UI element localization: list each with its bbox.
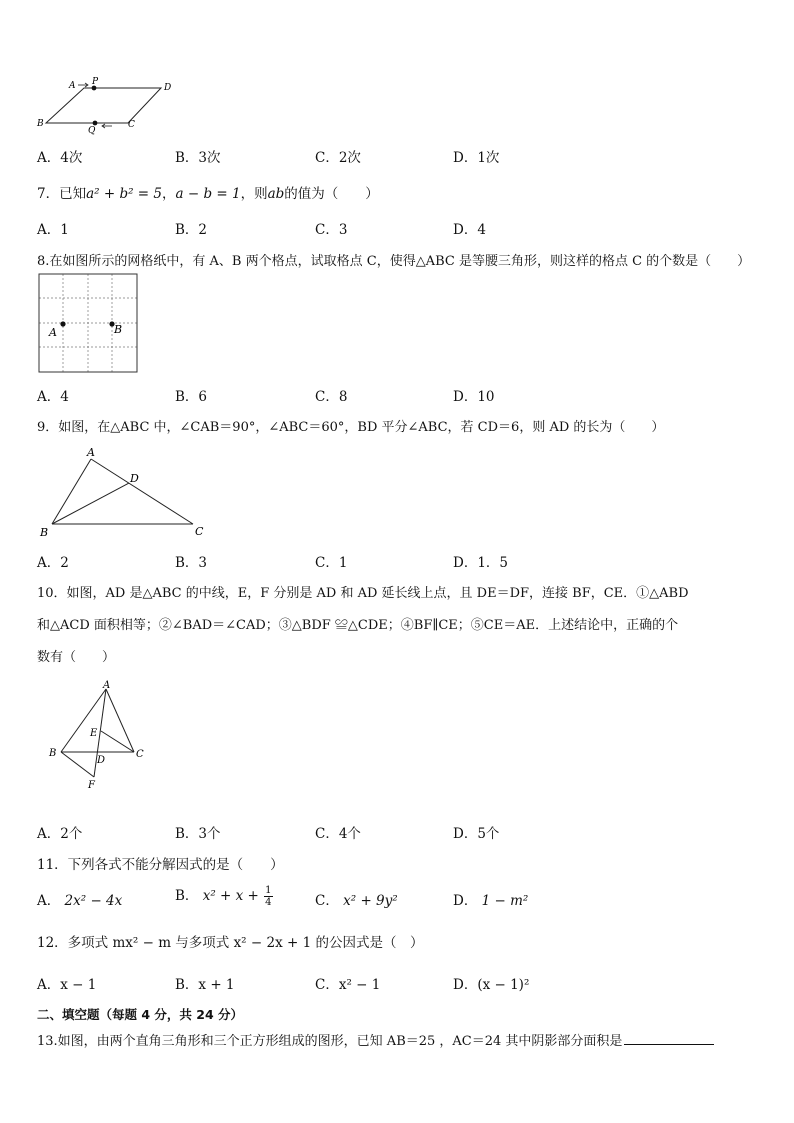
q10-triangle-figure (40, 680, 160, 795)
q8-option-a: A．4 (37, 389, 69, 405)
q10-stem-line2: 和△ACD 面积相等；②∠BAD＝∠CAD；③△BDF ≌△CDE；④BF∥CE；⑤CE＝AE．上述结论中，正确的个 (37, 618, 679, 633)
q7-stem: 7．已知a² + b² = 5，a − b = 1，则ab的值为（ ） (37, 186, 379, 202)
label-A: A (69, 81, 76, 91)
label-P: P (92, 77, 99, 87)
label-E: E (90, 728, 98, 739)
label-B: B (40, 526, 49, 539)
q11-option-b: B． x² + x + $\frac{1}{4}$ (175, 885, 272, 908)
label-B: B (37, 119, 44, 129)
q8-option-d: D．10 (453, 389, 495, 405)
q6-option-c: C．2次 (315, 150, 361, 166)
q9-stem: 9．如图，在△ABC 中，∠CAB＝90°，∠ABC＝60°，BD 平分∠ABC，若 CD＝6，则 AD 的长为（ ） (37, 420, 665, 435)
q10-option-c: C．4个 (315, 826, 361, 842)
label-D: D (164, 83, 172, 93)
label-B: B (49, 748, 57, 759)
q8-stem: 8.在如图所示的网格纸中，有 A、B 两个格点，试取格点 C，使得△ABC 是等腰三角形，则这样的格点 C 的个数是（ ） (37, 254, 751, 269)
q8-grid-figure (38, 273, 140, 375)
answer-blank (624, 1032, 714, 1045)
label-Q: Q (88, 126, 96, 136)
q12-option-a: A．x − 1 (37, 977, 97, 993)
q10-stem-line3: 数有（ ） (37, 650, 116, 665)
label-D: D (97, 755, 106, 766)
q8-option-c: C．8 (315, 389, 348, 405)
label-D: D (130, 472, 139, 485)
q10-option-a: A．2个 (37, 826, 83, 842)
q6-option-a: A．4次 (37, 150, 83, 166)
grid-label-B: B (114, 323, 123, 336)
q7-option-b: B．2 (175, 222, 208, 238)
q10-stem-line1: 10．如图，AD 是△ABC 的中线，E，F 分别是 AD 和 AD 延长线上点，且 DE＝DF，连接 BF，CE．①△ABD (37, 586, 689, 601)
q12-option-d: D．(x − 1)² (453, 977, 530, 993)
q9-option-b: B．3 (175, 555, 208, 571)
label-C: C (195, 525, 204, 538)
q9-option-a: A．2 (37, 555, 69, 571)
label-A: A (103, 680, 111, 691)
q7-option-a: A．1 (37, 222, 69, 238)
q11-option-a: A． 2x² − 4x (37, 893, 123, 909)
label-A: A (87, 446, 95, 459)
section-heading-fill-in: 二、填空题（每题 4 分，共 24 分） (37, 1007, 244, 1022)
q11-option-c: C． x² + 9y² (315, 893, 398, 909)
grid-label-A: A (49, 326, 57, 339)
q9-triangle-figure (36, 442, 216, 542)
q6-option-b: B．3次 (175, 150, 221, 166)
q7-option-d: D．4 (453, 222, 486, 238)
label-C: C (128, 120, 135, 130)
q9-option-d: D．1．5 (453, 555, 509, 571)
q13-stem: 13.如图，由两个直角三角形和三个正方形组成的图形，已知 AB＝25 ，AC＝24 其中阴影部分面积是 (37, 1030, 714, 1049)
q6-parallelogram-figure (34, 76, 184, 136)
q11-stem: 11．下列各式不能分解因式的是（ ） (37, 857, 284, 873)
q7-option-c: C．3 (315, 222, 348, 238)
q12-option-c: C．x² − 1 (315, 977, 381, 993)
q8-option-b: B．6 (175, 389, 208, 405)
q9-option-c: C．1 (315, 555, 348, 571)
q10-option-d: D．5个 (453, 826, 500, 842)
q11-option-d: D． 1 − m² (453, 893, 529, 909)
q12-stem: 12．多项式 mx² − m 与多项式 x² − 2x + 1 的公因式是（ ） (37, 935, 424, 951)
label-F: F (88, 780, 95, 791)
fraction-one-quarter: $\frac{1}{4}$ (265, 885, 272, 908)
label-C: C (136, 749, 144, 760)
q10-option-b: B．3个 (175, 826, 221, 842)
q6-option-d: D．1次 (453, 150, 500, 166)
q12-option-b: B．x + 1 (175, 977, 235, 993)
